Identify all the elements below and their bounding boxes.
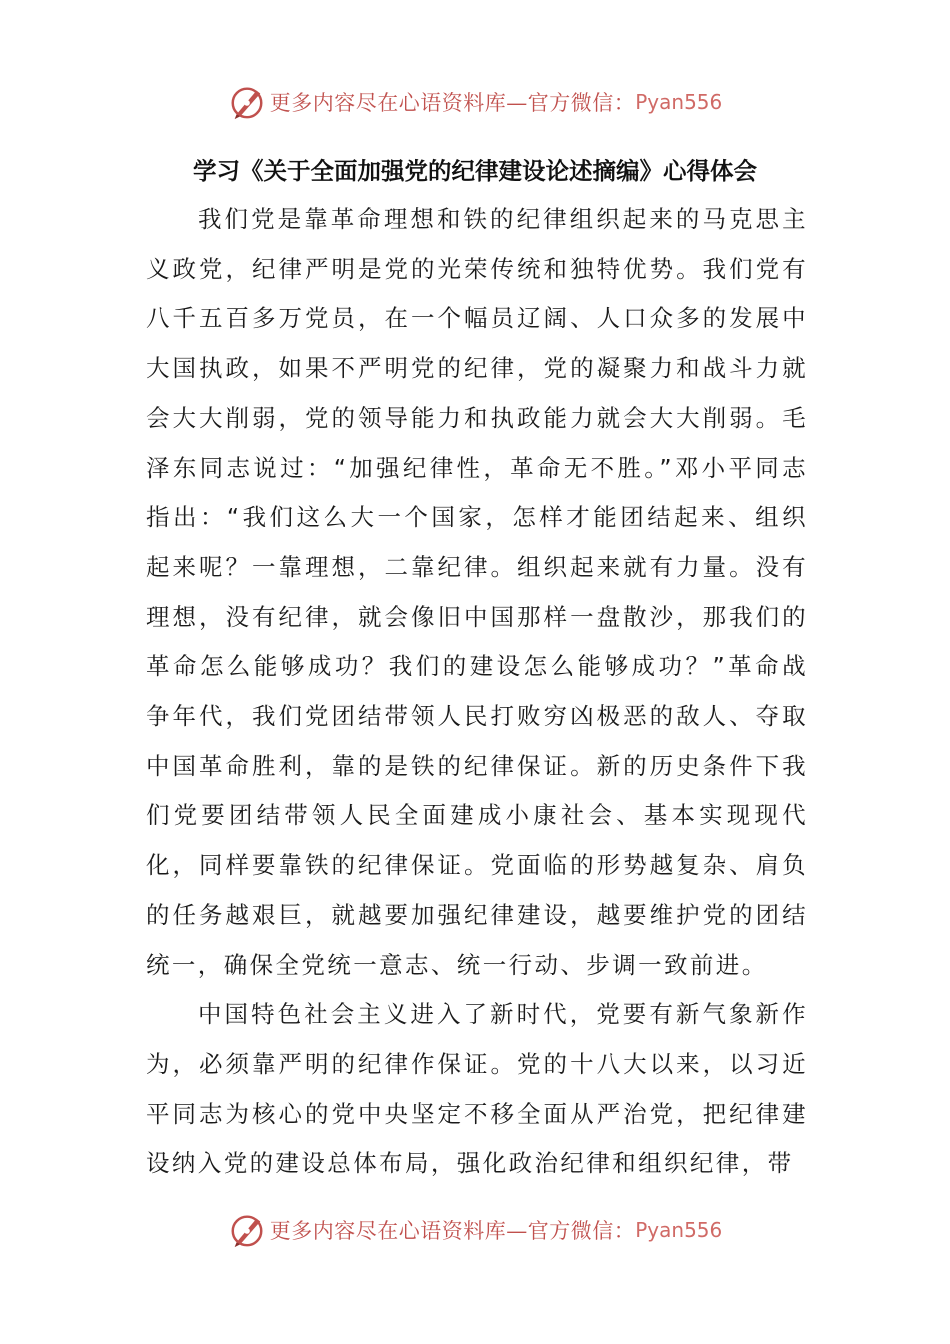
banner-text: 更多内容尽在心语资料库—官方微信： <box>269 91 636 115</box>
document-body <box>146 195 808 1189</box>
pen-circle-logo-icon <box>228 1211 266 1249</box>
banner-wechat-id: Pyan556 <box>635 90 723 114</box>
document-title: 学习《关于全面加强党的纪律建设论述摘编》心得体会 <box>193 157 757 185</box>
banner-wechat-id: Pyan556 <box>635 1218 723 1242</box>
paragraph: 我们党是靠革命理想和铁的纪律组织起来的马克思主义政党，纪律严明是党的光荣传统和独特优势。我们党有八千五百多万党员，在一个幅员辽阔、人口众多的发展中大国执政，如果不严明党的纪律，党的凝聚力和战斗力就会大大削弱，党的领导能力和执政能力就会大大削弱。毛泽东同志说过：“加强纪律性，革命无不胜。”邓小平同志指出：“我们这么大一个国家，怎样才能团结起来、组织起来呢？一靠理想，二靠纪律。组织起来就有力量。没有理想，没有纪律，就会像旧中国那样一盘散沙，那我们的革命怎么能够成功？我们的建设怎么能够成功？”革命战争年代，我们党团结带领人民打败穷凶极恶的敌人、夺取中国革命胜利，靠的是铁的纪律保证。新的历史条件下我们党要团结带领人民全面建成小康社会、基本实现现代化，同样要靠铁的纪律保证。党面临的形势越复杂、肩负的任务越艰巨，就越要加强纪律建设，越要维护党的团结统一，确保全党统一意志、统一行动、步调一致前进。 <box>146 205 808 979</box>
header-watermark-banner <box>0 82 950 122</box>
paragraph: 中国特色社会主义进入了新时代，党要有新气象新作为，必须靠严明的纪律作保证。党的十八大以来，以习近平同志为核心的党中央坚定不移全面从严治党，把纪律建设纳入党的建设总体布局，强化政治纪律和组织纪律，带 <box>146 1000 808 1178</box>
banner-text: 更多内容尽在心语资料库—官方微信： <box>269 1219 636 1243</box>
pen-circle-logo-icon <box>228 83 266 121</box>
footer-watermark-banner <box>0 1210 950 1250</box>
